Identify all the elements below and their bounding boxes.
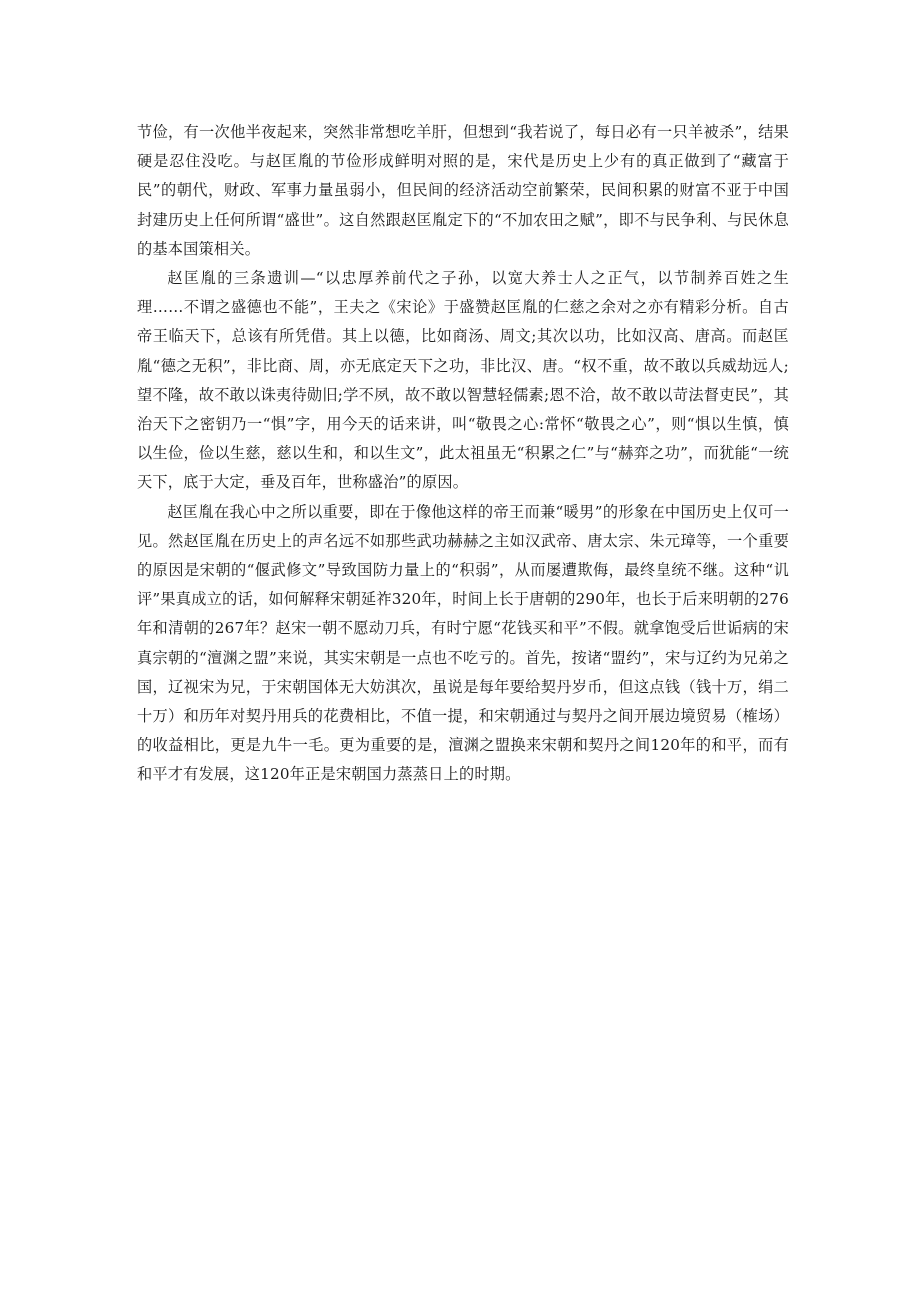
paragraph-3: 赵匡胤在我心中之所以重要，即在于像他这样的帝王而兼“暖男”的形象在中国历史上仅可一见。然赵匡胤在历史上的声名远不如那些武功赫赫之主如汉武帝、唐太宗、朱元璋等，一个重要的原因是宋朝的“偃武修文”导致国防力量上的“积弱”，从而屡遭欺侮，最终皇统不继。这种“讥评”果真成立的话，如何解释宋朝延祚320年，时间上长于唐朝的290年，也长于后来明朝的276年和清朝的267年？赵宋一朝不愿动刀兵，有时宁愿“花钱买和平”不假。就拿饱受后世诟病的宋真宗朝的“澶渊之盟”来说，其实宋朝是一点也不吃亏的。首先，按诸“盟约”，宋与辽约为兄弟之国，辽视宋为兄，于宋朝国体无大妨淇次，虽说是每年要给契丹岁币，但这点钱（钱十万，绢二十万）和历年对契丹用兵的花费相比，不值一提，和宋朝通过与契丹之间开展边境贸易（榷场）的收益相比，更是九牛一毛。更为重要的是，澶渊之盟换来宋朝和契丹之间120年的和平，而有和平才有发展，这120年正是宋朝国力蒸蒸日上的时期。 xyxy=(137,502,789,784)
paragraph-2: 赵匡胤的三条遗训—“以忠厚养前代之子孙，以宽大养士人之正气，以节制养百姓之生理……不谓之盛德也不能”，王夫之《宋论》于盛赞赵匡胤的仁慈之余对之亦有精彩分析。自古帝王临天下，总该有所凭借。其上以德，比如商汤、周文;其次以功，比如汉高、唐高。而赵匡胤“德之无积”，非比商、周，亦无底定天下之功，非比汉、唐。“权不重，故不敢以兵威劫远人;望不隆，故不敢以诛夷待勋旧;学不夙，故不敢以智慧轻儒素;恩不洽，故不敢以苛法督吏民”，其治天下之密钥乃一“惧”字，用今天的话来讲，叫“敬畏之心:常怀“敬畏之心”，则“惧以生慎，慎以生俭，俭以生慈，慈以生和，和以生文”，此太祖虽无“积累之仁”与“赫弈之功”，而犹能“一统天下，底于大定，垂及百年，世称盛治”的原因。 xyxy=(137,269,789,492)
body-text xyxy=(137,118,789,790)
paragraph-1: 节俭，有一次他半夜起来，突然非常想吃羊肝，但想到“我若说了，每日必有一只羊被杀”，结果硬是忍住没吃。与赵匡胤的节俭形成鲜明对照的是，宋代是历史上少有的真正做到了“藏富于民”的朝代，财政、军事力量虽弱小，但民间的经济活动空前繁荣，民间积累的财富不亚于中国封建历史上任何所谓“盛世”。这自然跟赵匡胤定下的“不加农田之赋”，即不与民争利、与民休息的基本国策相关。 xyxy=(137,123,789,258)
